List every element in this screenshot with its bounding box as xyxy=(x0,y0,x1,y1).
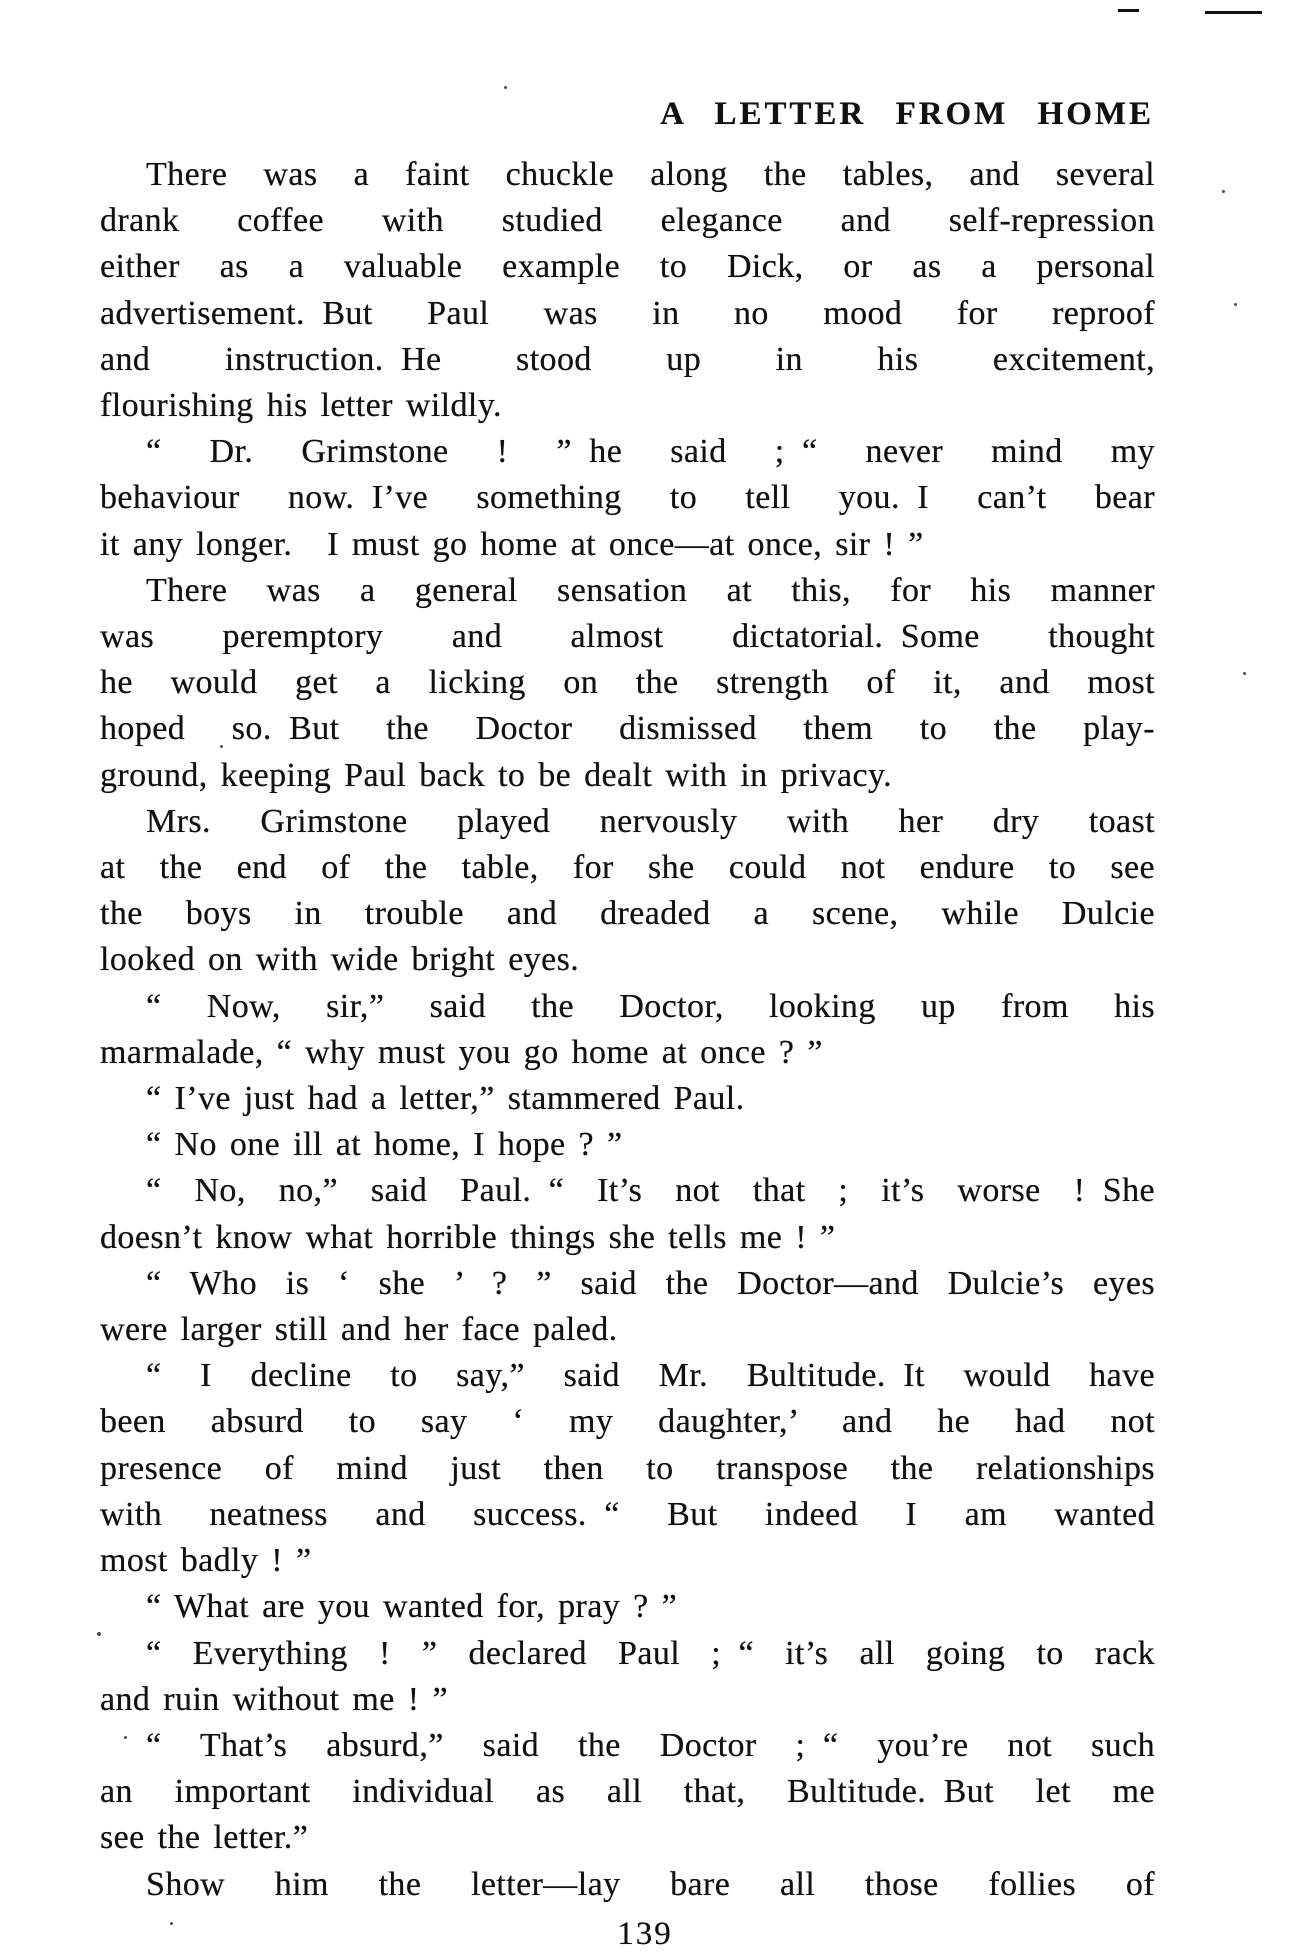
text-line: “ I decline to say,” said Mr. Bultitude. It would have xyxy=(146,1357,1155,1395)
scan-artifact-dash xyxy=(1205,11,1262,14)
text-line: There was a faint chuckle along the tables, and several xyxy=(146,156,1155,193)
scan-speck xyxy=(1234,303,1237,306)
text-line: “ Dr. Grimstone ! ” he said ; “ never mind my xyxy=(146,433,1155,471)
text-line: ground, keeping Paul back to be dealt with in privacy. xyxy=(100,756,893,794)
text-line: he would get a licking on the strength of it, and most xyxy=(100,664,1155,702)
text-line: “ No one ill at home, I hope ? ” xyxy=(146,1126,623,1164)
text-line: looked on with wide bright eyes. xyxy=(100,941,580,979)
page-number: 139 xyxy=(617,1916,673,1952)
text-line: There was a general sensation at this, for his manner xyxy=(146,571,1155,609)
text-line: was peremptory and almost dictatorial. Some thought xyxy=(100,618,1155,656)
text-line: with neatness and success. “ But indeed I am wanted xyxy=(100,1495,1155,1533)
text-line: were larger still and her face paled. xyxy=(100,1311,618,1349)
text-line: “ What are you wanted for, pray ? ” xyxy=(146,1588,678,1626)
scan-artifact-dash xyxy=(1118,9,1139,12)
text-line: an important individual as all that, Bultitude. But let me xyxy=(100,1773,1155,1811)
text-line: been absurd to say ‘ my daughter,’ and he had not xyxy=(100,1403,1155,1441)
text-line: marmalade, “ why must you go home at once ? ” xyxy=(100,1033,823,1071)
text-line: the boys in trouble and dreaded a scene, while Dulcie xyxy=(100,895,1155,933)
text-line: hoped so. But the Doctor dismissed them to the play- xyxy=(100,710,1155,748)
text-line: Mrs. Grimstone played nervously with her dry toast xyxy=(146,802,1155,840)
text-line: drank coffee with studied elegance and self-repression xyxy=(100,202,1155,240)
text-line: “ I’ve just had a letter,” stammered Paul. xyxy=(146,1080,745,1118)
scan-speck xyxy=(504,86,507,89)
text-line: either as a valuable example to Dick, or as a personal xyxy=(100,248,1155,286)
text-line: at the end of the table, for she could not endure to see xyxy=(100,849,1155,887)
text-line: “ Everything ! ” declared Paul ; “ it’s all going to rack xyxy=(146,1634,1155,1672)
text-line: and instruction. He stood up in his excitement, xyxy=(100,340,1155,378)
text-block xyxy=(100,152,1155,1908)
text-line: doesn’t know what horrible things she tells me ! ” xyxy=(100,1218,836,1256)
text-line: flourishing his letter wildly. xyxy=(100,387,502,425)
text-line: “ Now, sir,” said the Doctor, looking up from his xyxy=(146,987,1155,1025)
text-line: “ No, no,” said Paul. “ It’s not that ; it’s worse ! She xyxy=(146,1172,1155,1210)
text-line: see the letter.” xyxy=(100,1819,309,1857)
scan-speck xyxy=(1222,190,1225,193)
text-line: “ Who is ‘ she ’ ? ” said the Doctor—and Dulcie’s eyes xyxy=(146,1264,1155,1302)
text-line: most badly ! ” xyxy=(100,1542,312,1580)
text-line: behaviour now. I’ve something to tell you. I can’t bear xyxy=(100,479,1155,517)
text-line: it any longer. I must go home at once—at once, sir ! ” xyxy=(100,525,924,563)
text-line: and ruin without me ! ” xyxy=(100,1680,448,1718)
text-line: Show him the letter—lay bare all those follies of xyxy=(146,1865,1155,1903)
scan-speck xyxy=(1243,672,1246,675)
text-line: advertisement. But Paul was in no mood for reproof xyxy=(100,294,1155,332)
running-head: A LETTER FROM HOME xyxy=(660,96,1154,132)
text-line: “ That’s absurd,” said the Doctor ; “ you’re not such xyxy=(146,1726,1155,1764)
text-line: presence of mind just then to transpose the relationships xyxy=(100,1449,1155,1487)
